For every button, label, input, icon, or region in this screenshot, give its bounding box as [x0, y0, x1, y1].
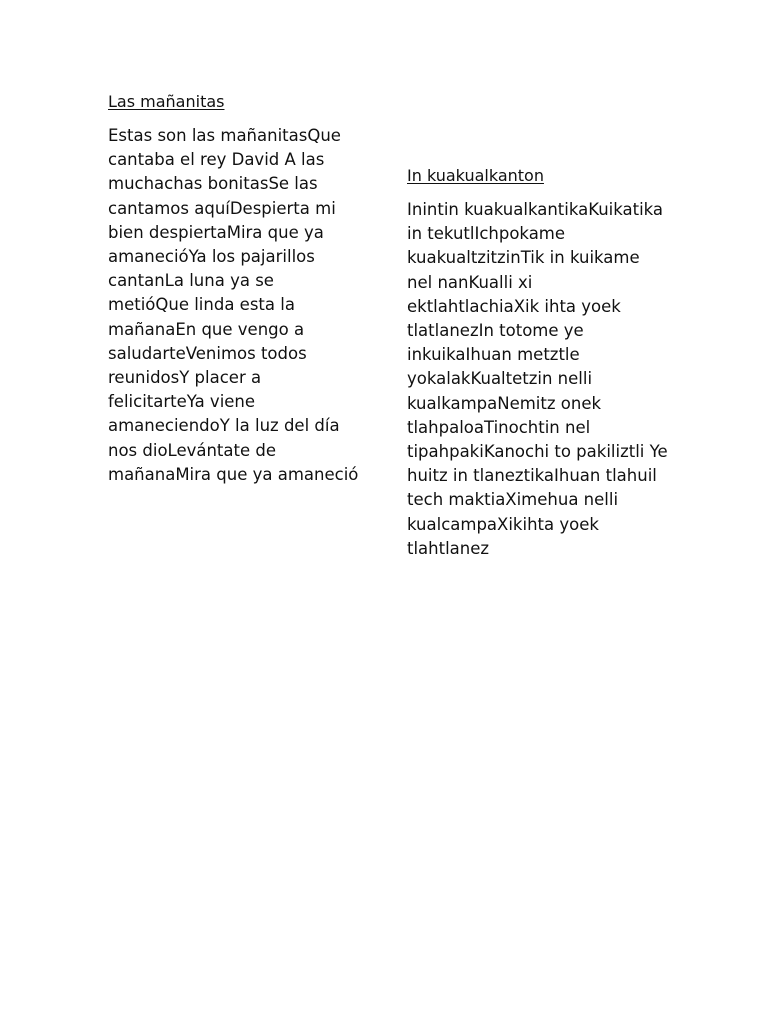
right-song-lyrics: Inintin kuakualkantikaKuikatika in tekutlIchpokame kuakualtzitzinTik in kuikame nel nanKualli xi ektlahtlachiaXik ihta yoek tlatlanezIn totome ye inkuikaIhuan metztle yokalakKualtetzin nelli kualkampaNemitz onek tlahpaloaTinochtin nel tipahpakiKanochi to pakiliztli Ye huitz in tlaneztikaIhuan tlahuil tech maktiaXimehua nelli kualcampaXikihta yoek tlahtlanez: [407, 200, 668, 558]
left-song-column: [108, 90, 360, 487]
left-song-lyrics: Estas son las mañanitasQue cantaba el rey David A las muchachas bonitasSe las cantamos aquíDespierta mi bien despiertaMira que ya amanecióYa los pajarillos cantanLa luna ya se metióQue linda esta la mañanaEn que vengo a saludarteVenimos todos reunidosY placer a felicitarteYa viene amaneciendoY la luz del día nos dioLevántate de mañanaMira que ya amaneció: [108, 126, 359, 484]
left-song-title: Las mañanitas: [108, 92, 225, 111]
right-song-title: In kuakualkanton: [407, 166, 544, 185]
right-song-column: [407, 164, 669, 561]
